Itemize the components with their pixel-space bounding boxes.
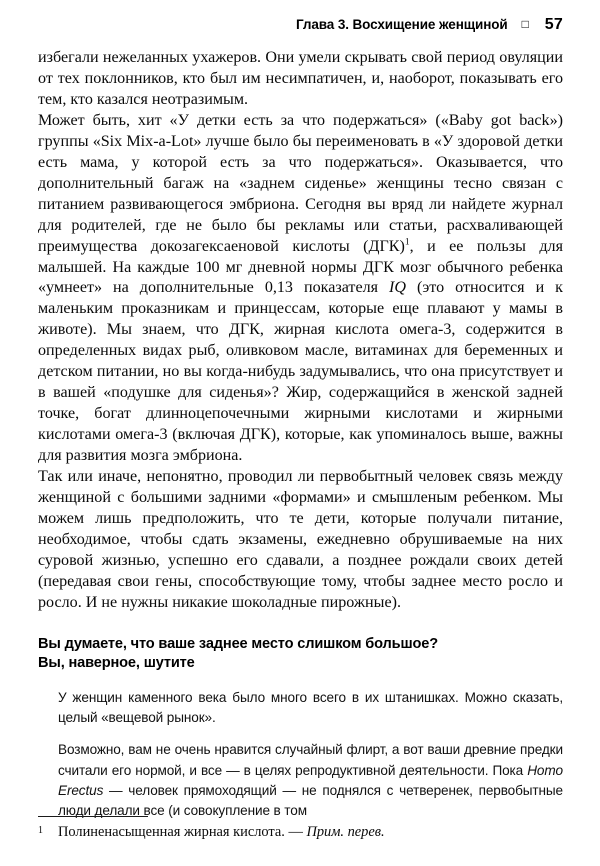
footnote-text: 1 Полиненасыщенная жирная кислота. — Прим. перев. [38,823,563,842]
italic-phrase: IQ [389,279,407,297]
body-paragraph-3: Так или иначе, непонятно, проводил ли первобытный человек связь между женщиной с большими задними «формами» и смышленым ребенком. Мы можем лишь предположить, что те дети, которые получали питание, необходимое, чтобы сдать экзамены, ежедневно обрушиваемые на них суровой жизнью, успешно его сдавали, а позднее рождали своих детей (передавая свои гены, способствующие тому, чтобы заднее место росло и росло. И не нужны никакие шоколадные пирожные). [38,468,563,611]
inset-paragraph-2: Возможно, вам не очень нравится случайный флирт, а вот ваши древние предки считали его нормой, и все — в целях репродуктивной деятельности. Пока Homo Erectus — человек прямоходящий — не поднялся с четверенек, первобытные люди делали все (и совокупление в том [58,742,563,818]
italic-phrase: Прим. перев. [306,824,385,840]
square-ornament-icon: □ [521,17,529,31]
page-number: 57 [544,16,563,33]
footnote-separator [38,816,148,817]
body-paragraph-2: Может быть, хит «У детки есть за что подержаться» («Baby got back») группы «Six Mix-a-Lot» лучше было бы переименовать в «У здоровой детки есть мама, у которой есть за что подержаться». Оказывается, что дополнительный багаж на «заднем сиденье» женщины тесно связан с питанием развивающегося эмбриона. Сегодня вы вряд ли найдете журнал для родителей, где не было бы рекламы или статьи, расхваливающей преимущества докозагексаеновой кислоты (ДГК)$^1$, и ее пользы для малышей. На каждые 100 мг дневной нормы ДГК мозг обычного ребенка «умнеет» на дополнительные 0,13 показателя IQ (это относится и к маленьким проказникам и принцессам, которые еще плавают у мамы в животе). Мы знаем, что ДГК, жирная кислота омега-3, содержится в определенных видах рыб, оливковом масле, витаминах для беременных и детском питании, но вы когда-нибудь задумывались, что она присутствует и в вашей «подушке для сиденья»? Жир, содержащийся в женской задней точке, богат длинноцепочечными жирными кислотами и жирными кислотами омега-3 (включая ДГК), которые, как упоминалось выше, важны для развития мозга эмбриона. [38,111,563,465]
subheading-line-2: Вы, наверное, шутите [38,655,195,672]
running-head [38,16,563,40]
footnote-reference: 1 [404,237,410,248]
chapter-title: Глава 3. Восхищение женщиной [295,17,508,32]
spacer-before-subheading [38,614,563,635]
subheading [38,635,563,674]
footnote-marker: 1 [38,825,43,836]
body-paragraph-1: избегали нежеланных ухажеров. Они умели скрывать свой период овуляции от тех поклонников, кто был им несимпатичен, и, наоборот, показывать его тем, кто казался неотразимым. [38,49,563,108]
inset-paragraph-1: У женщин каменного века было много всего в их штанишках. Можно сказать, целый «вещевой рынок». [58,689,563,725]
text-column [38,48,563,821]
subheading-line-1: Вы думаете, что ваше заднее место слишком большое? [38,635,438,652]
footnote-area [38,816,563,842]
spacer-after-subheading [38,674,563,688]
italic-phrase: Homo Erectus [58,762,563,798]
inset-block [58,688,563,821]
